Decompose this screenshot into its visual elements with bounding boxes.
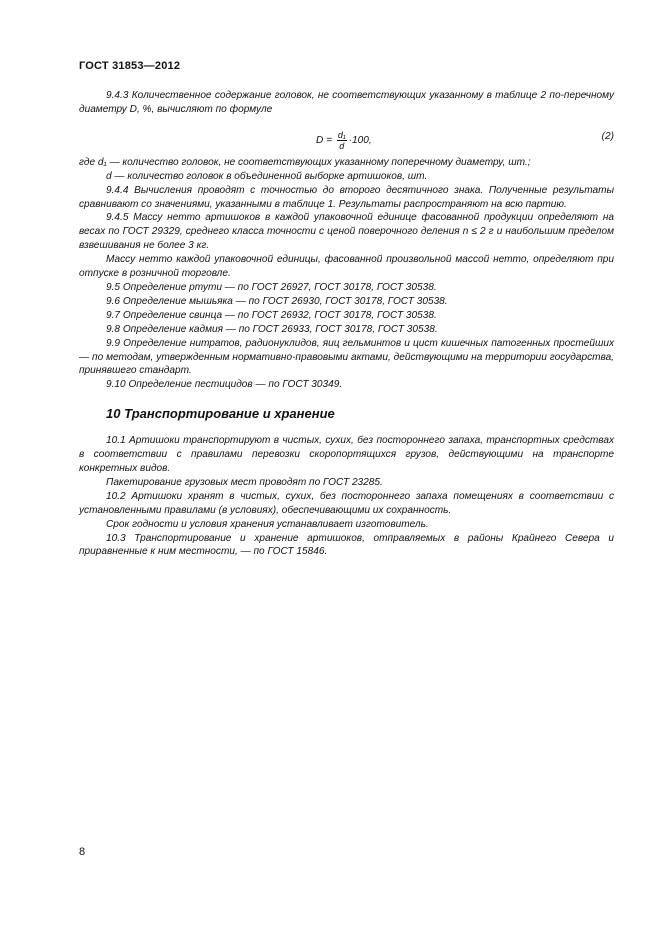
paragraph-9-4-5-net-mass: Массу нетто каждой упаковочной единицы, фасованной произвольной массой нетто, определяют при отпуске в розничной торговле. bbox=[79, 254, 614, 280]
formula-number: (2) bbox=[601, 130, 614, 142]
paragraph-9-6: 9.6 Определение мышьяка — по ГОСТ 26930, ГОСТ 30178, ГОСТ 30538. bbox=[106, 295, 448, 307]
paragraph-9-4-5: 9.4.5 Массу нетто артишоков в каждой упаковочной единице фасованной продукции определяют на весах по ГОСТ 29329, среднего класса точности с ценой поверочного деления n ≤ 2 г и наибольшим пределом взвешивания не более 3 кг. bbox=[79, 212, 614, 252]
section-heading-10: 10 Транспортирование и хранение bbox=[106, 406, 335, 422]
paragraph-9-7: 9.7 Определение свинца — по ГОСТ 26932, ГОСТ 30178, ГОСТ 30538. bbox=[106, 309, 437, 321]
paragraph-9-9: 9.9 Определение нитратов, радионуклидов, яиц гельминтов и цист кишечных патогенных простейших — по методам, утвержденным нормативно-правовыми актами, действующими на территории государства, принявшего стандарт. bbox=[79, 337, 614, 377]
formula-denominator: d bbox=[339, 140, 345, 151]
formula-where-d1: где d₁ — количество головок, не соответствующих указанному поперечному диаметру, шт.; bbox=[79, 156, 531, 168]
paragraph-9-10: 9.10 Определение пестицидов — по ГОСТ 30349. bbox=[106, 379, 343, 391]
paragraph-10-1-packaging: Пакетирование грузовых мест проводят по ГОСТ 23285. bbox=[106, 476, 383, 488]
paragraph-9-4-4: 9.4.4 Вычисления проводят с точностью до второго десятичного знака. Полученные результаты сравнивают со значениями, указанными в таблице 1. Результаты распространяют на всю партию. bbox=[79, 184, 614, 210]
formula-fraction bbox=[337, 130, 347, 151]
paragraph-10-1: 10.1 Артишоки транспортируют в чистых, сухих, без постороннего запаха, транспортных средствах в соответствии с правилами перевозки скоропортящихся грузов, действующими на транспорте конкретных видов. bbox=[79, 435, 614, 475]
paragraph-10-2-shelf-life: Срок годности и условия хранения устанавливает изготовитель. bbox=[106, 518, 429, 530]
formula-rhs: ·100, bbox=[348, 134, 372, 146]
paragraph-9-8: 9.8 Определение кадмия — по ГОСТ 26933, ГОСТ 30178, ГОСТ 30538. bbox=[106, 323, 438, 335]
formula-where-d: d — количество головок в объединенной выборке артишоков, шт. bbox=[106, 170, 428, 182]
paragraph-10-3: 10.3 Транспортирование и хранение артишоков, отправляемых в районы Крайнего Севера и приравненные к ним местности, — по ГОСТ 15846. bbox=[79, 532, 614, 558]
paragraph-10-2: 10.2 Артишоки хранят в чистых, сухих, без постороннего запаха помещениях в соответствии с установленными правилами (в условиях), обеспечивающими их сохранность. bbox=[79, 490, 614, 516]
formula-2 bbox=[79, 120, 614, 156]
document-header: ГОСТ 31853—2012 bbox=[79, 60, 181, 72]
document-body bbox=[79, 89, 614, 559]
paragraph-9-5: 9.5 Определение ртути — по ГОСТ 26927, ГОСТ 30178, ГОСТ 30538. bbox=[106, 281, 437, 293]
page-number: 8 bbox=[79, 846, 86, 858]
paragraph-9-4-3: 9.4.3 Количественное содержание головок, не соответствующих указанному в таблице 2 по-перечному диаметру D, %, вычисляют по формуле bbox=[79, 90, 614, 115]
formula-numerator: d₁ bbox=[337, 129, 346, 140]
formula-expression bbox=[316, 130, 372, 151]
formula-lhs: D = bbox=[316, 134, 332, 146]
